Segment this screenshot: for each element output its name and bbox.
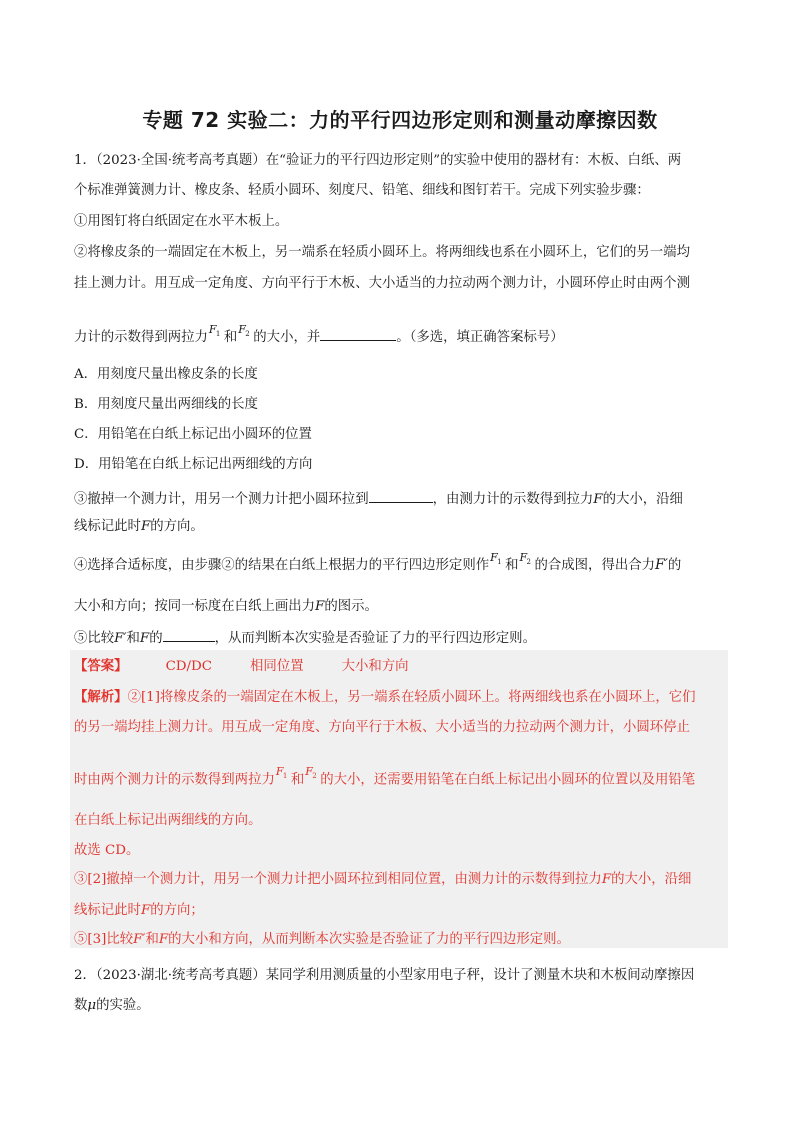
q1-line1: 1．（2023·全国·统考高考真题）在“验证力的平行四边形定则”的实验中使用的器材有：木板、白纸、两 (74, 153, 682, 168)
option-c: C．用铅笔在白纸上标记出小圆环的位置 (74, 427, 312, 442)
q1-line2: 个标准弹簧测力计、橡皮条、轻质小圆环、刻度尺、铅笔、细线和图钉若干。完成下列实验步骤： (74, 183, 650, 198)
f2-symbol: F 2 (238, 322, 250, 338)
f1-symbol: F 1 (275, 765, 288, 780)
option-d: D．用铅笔在白纸上标记出两细线的方向 (74, 457, 313, 472)
answer-blank-1 (320, 326, 396, 341)
q1-step5: ⑤比较F′和F的 ，从而判断本次实验是否验证了力的平行四边形定则。 (74, 627, 536, 648)
q1-step4-line2: 大小和方向；按同一标度在白纸上画出力F的图示。 (74, 599, 378, 614)
answer-blank-2 (369, 488, 433, 503)
analysis-line5: 故选 CD。 (74, 843, 140, 858)
q1-step4-line1: ④选择合适标度，由步骤②的结果在白纸上根据力的平行四边形定则作 F 1 和 F 2 的合成图，得出合力F′的 (74, 550, 682, 573)
answer-blank-3 (163, 627, 215, 642)
f2-symbol: F 2 (305, 765, 317, 780)
q1-step2-line3: 力计的示数得到两拉力 F 1 和 F 2 的大小，并 。（多选，填正确答案标号） (74, 322, 564, 345)
q2-line2: 数μ的实验。 (74, 998, 150, 1013)
f1-symbol: F 1 (490, 550, 502, 566)
page-title: 专题 72 实验二：力的平行四边形定则和测量动摩擦因数 (142, 108, 658, 132)
analysis-line8: ⑤[3]比较F′和F的大小和方向，从而判断本次实验是否验证了力的平行四边形定则。 (74, 932, 570, 947)
answer-line: 【答案】 CD/DC 相同位置 大小和方向 (74, 658, 409, 674)
q1-step2-line2: 挂上测力计。用互成一定角度、方向平行于木板、大小适当的力拉动两个测力计，小圆环停止时由两个测 (74, 276, 690, 291)
analysis-line3: 时由两个测力计的示数得到两拉力 F 1 和 F 2 的大小，还需要用铅笔在白纸上标记出小圆环的位置以及用铅笔 (74, 765, 696, 788)
q1-step3-line1: ③撤掉一个测力计，用另一个测力计把小圆环拉到 ，由测力计的示数得到拉力F的大小，沿细 (74, 488, 683, 509)
option-a: A．用刻度尺量出橡皮条的长度 (74, 367, 258, 382)
analysis-line1: 【解析】②[1]将橡皮条的一端固定在木板上，另一端系在轻质小圆环上。将两细线也系在小圆环上，它们 (74, 689, 696, 705)
q1-step2-line1: ②将橡皮条的一端固定在木板上，另一端系在轻质小圆环上。将两细线也系在小圆环上，它们的另一端均 (74, 245, 690, 260)
analysis-line7: 线标记此时F的方向； (74, 903, 204, 918)
analysis-line2: 的另一端均挂上测力计。用互成一定角度、方向平行于木板、大小适当的力拉动两个测力计，小圆环停止 (74, 720, 690, 735)
option-b: B．用刻度尺量出两细线的长度 (74, 397, 258, 412)
analysis-line6: ③[2]撤掉一个测力计，用另一个测力计把小圆环拉到相同位置，由测力计的示数得到拉力F的大小，沿细 (74, 872, 692, 887)
q1-step1: ①用图钉将白纸固定在水平木板上。 (74, 214, 289, 229)
q1-step3-line2: 线标记此时F的方向。 (74, 519, 204, 534)
f1-symbol: F 1 (208, 322, 221, 338)
q2-line1: 2．（2023·湖北·统考高考真题）某同学利用测质量的小型家用电子秤，设计了测量木块和木板间动摩擦因 (74, 968, 695, 983)
analysis-line4: 在白纸上标记出两细线的方向。 (74, 813, 262, 828)
f2-symbol: F 2 (519, 550, 531, 566)
